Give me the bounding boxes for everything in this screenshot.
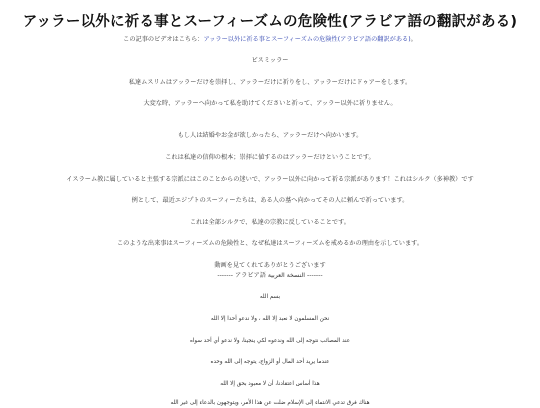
article-title: アッラー以外に祈る事とスーフィーズムの危険性(アラビア語の翻訳がある) [22,14,518,30]
arabic-paragraph: هناك فرق تدعي الانتماء إلى الإسلام ضلت عن هذا الأمر، ويتوجهون بالدعاء إلى غير الله [170,400,370,406]
paragraph: これは全部シルクで、私達の宗教に反していることです。 [190,219,350,226]
video-link[interactable]: アッラー以外に祈る事とスーフィーズムの危険性(アラビア語の翻訳がある) [203,36,411,43]
paragraph: ビスミッラー [251,57,289,64]
video-link-suffix: 。 [410,36,417,43]
video-link-prefix: この記事のビデオはこちら： [123,36,204,43]
paragraph: 大変な時、アッラーへ向かって私を助けてくださいと祈って、アッラー以外に祈りません。 [143,100,397,107]
arabic-section-divider: ------- アラビア語 النسخة العربية ------- [217,272,323,279]
arabic-paragraph: نحن المسلمون لا نعبد إلا الله ، ولا ندعو أحدا إلا الله [210,316,330,322]
paragraph: 例として、最近エジプトのスーフィーたちは、ある人の墓へ向かってその人に頼んで祈っています。 [131,197,409,204]
paragraph: もし人は結婚やお金が欲しかったら、アッラーだけへ向かいます。 [177,132,363,139]
arabic-paragraph: هذا أساس اعتقادنا، أن لا معبود بحق إلا الله [220,381,320,387]
arabic-paragraph: عندما يريد أحد المال أو الزواج، يتوجه إلى الله وحده [210,359,330,365]
paragraph: イスラーム教に属していると主張する宗派にはこのことからの迷いで、アッラー以外に向かって祈る宗派があります！これはシルク（多神教）です [66,176,474,183]
arabic-paragraph: عند المصائب نتوجه إلى الله وندعوه لكي ينجينا، ولا ندعو أي أحد سواه [189,338,351,344]
video-link-line [0,35,540,44]
arabic-paragraph: بسم الله [259,294,281,300]
paragraph: これは私達の信仰の根本；崇拝に値するのはアッラーだけということです。 [165,154,375,161]
paragraph: 動画を見てくれてありがとうございます [214,262,326,269]
paragraph: このような出来事はスーフィーズムの危険性と、なぜ私達はスーフィーズムを戒めるかの理由を示しています。 [116,240,424,247]
paragraph: 私達ムスリムはアッラーだけを崇拝し、アッラーだけに祈りをし、アッラーだけにドゥアーをします。 [128,79,412,86]
